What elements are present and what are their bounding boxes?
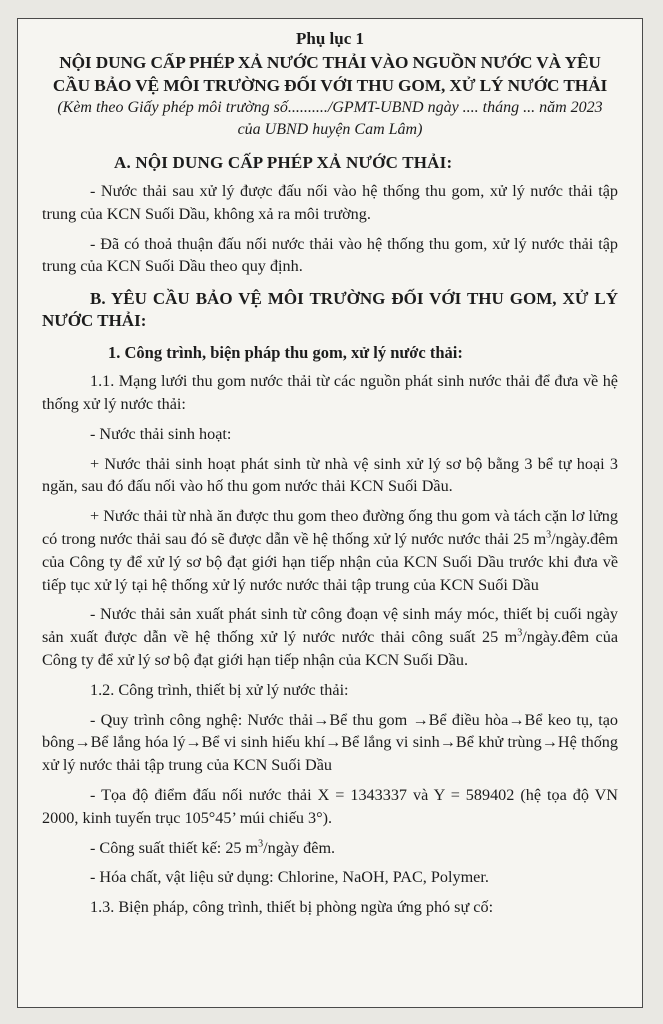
- section-a-heading: A. NỘI DUNG CẤP PHÉP XẢ NƯỚC THẢI:: [114, 153, 453, 172]
- capacity-text-a: - Công suất thiết kế: 25 m: [90, 838, 259, 857]
- paragraph-1-1: 1.1. Mạng lưới thu gom nước thải từ các nguồn phát sinh nước thải để đưa về hệ thống xử lý nước thải:: [42, 372, 618, 413]
- paragraph-capacity: [42, 837, 618, 860]
- subsection-1-heading: 1. Công trình, biện pháp thu gom, xử lý nước thải:: [108, 343, 463, 363]
- document-page: [17, 18, 643, 1008]
- canteen-superscript: 3: [546, 529, 552, 541]
- paragraph-domestic: - Nước thải sinh hoạt:: [90, 424, 232, 443]
- paragraph-chemicals: - Hóa chất, vật liệu sử dụng: Chlorine, NaOH, PAC, Polymer.: [90, 868, 489, 887]
- canteen-text-a: + Nước thải từ nhà ăn được thu gom theo đường ống thu gom và tách cặn lơ lửng có trong nước thải sau đó sẽ được dẫn về hệ thống xử lý nước nước thải 25 m: [42, 507, 618, 548]
- capacity-superscript: 3: [258, 838, 264, 850]
- section-b-heading: B. YÊU CẦU BẢO VỆ MÔI TRƯỜNG ĐỐI VỚI THU GOM, XỬ LÝ NƯỚC THẢI:: [42, 289, 618, 331]
- canteen-text-b: /ngày.đêm của Công ty để xử lý sơ bộ đạt giới hạn tiếp nhận của KCN Suối Dầu trước khi đưa về tiếp tục xử lý tại hệ thống xử lý nước nước thải tập trung của KCN Suối Dầu: [42, 529, 618, 594]
- capacity-text-b: /ngày đêm.: [263, 838, 336, 857]
- main-title: NỘI DUNG CẤP PHÉP XẢ NƯỚC THẢI VÀO NGUỒN NƯỚC VÀ YÊU CẦU BẢO VỆ MÔI TRƯỜNG ĐỐI VỚI THU GOM, XỬ LÝ NƯỚC THẢI: [52, 53, 608, 95]
- appendix-label: Phụ lục 1: [295, 29, 365, 48]
- subtitle-line-2: của UBND huyện Cam Lâm): [237, 121, 423, 138]
- paragraph-canteen: [42, 505, 618, 596]
- paragraph-coordinates: - Tọa độ điểm đấu nối nước thải X = 1343337 và Y = 589402 (hệ tọa độ VN 2000, kinh tuyến trục 105°45’ múi chiếu 3°).: [42, 785, 618, 827]
- paragraph-production: [42, 603, 618, 671]
- subtitle-line-1: (Kèm theo Giấy phép môi trường số........../GPMT-UBND ngày .... tháng ... năm 2023: [57, 99, 603, 116]
- production-text-b: /ngày.đêm của Công ty để xử lý sơ bộ đạt giới hạn tiếp nhận của KCN Suối Dầu.: [42, 628, 618, 669]
- section-a-paragraph-1: - Nước thải sau xử lý được đấu nối vào hệ thống thu gom, xử lý nước thải tập trung của KCN Suối Dầu, không xả ra môi trường.: [42, 182, 618, 223]
- paragraph-1-2: 1.2. Công trình, thiết bị xử lý nước thải:: [90, 680, 349, 699]
- paragraph-process: - Quy trình công nghệ: Nước thải→Bể thu gom →Bể điều hòa→Bể keo tụ, tạo bông→Bể lắng hóa lý→Bể vi sinh hiếu khí→Bể lắng vi sinh→Bể khử trùng→Hệ thống xử lý nước thải tập trung của KCN Suối Dầu: [42, 710, 618, 775]
- production-text-a: - Nước thải sản xuất phát sinh từ công đoạn vệ sinh máy móc, thiết bị cuối ngày sản xuất được dẫn về hệ thống xử lý nước nước thải công suất 25 m: [42, 605, 618, 647]
- paragraph-1-3: 1.3. Biện pháp, công trình, thiết bị phòng ngừa ứng phó sự cố:: [90, 898, 494, 917]
- production-superscript: 3: [517, 627, 523, 639]
- section-a-paragraph-2: - Đã có thoả thuận đấu nối nước thải vào hệ thống thu gom, xử lý nước thải tập trung của KCN Suối Dầu theo quy định.: [42, 234, 618, 276]
- paragraph-domestic-toilets: + Nước thải sinh hoạt phát sinh từ nhà vệ sinh xử lý sơ bộ bằng 3 bể tự hoại 3 ngăn, sau đó đấu nối vào hố thu gom nước thải KCN Suối Dầu.: [42, 454, 618, 496]
